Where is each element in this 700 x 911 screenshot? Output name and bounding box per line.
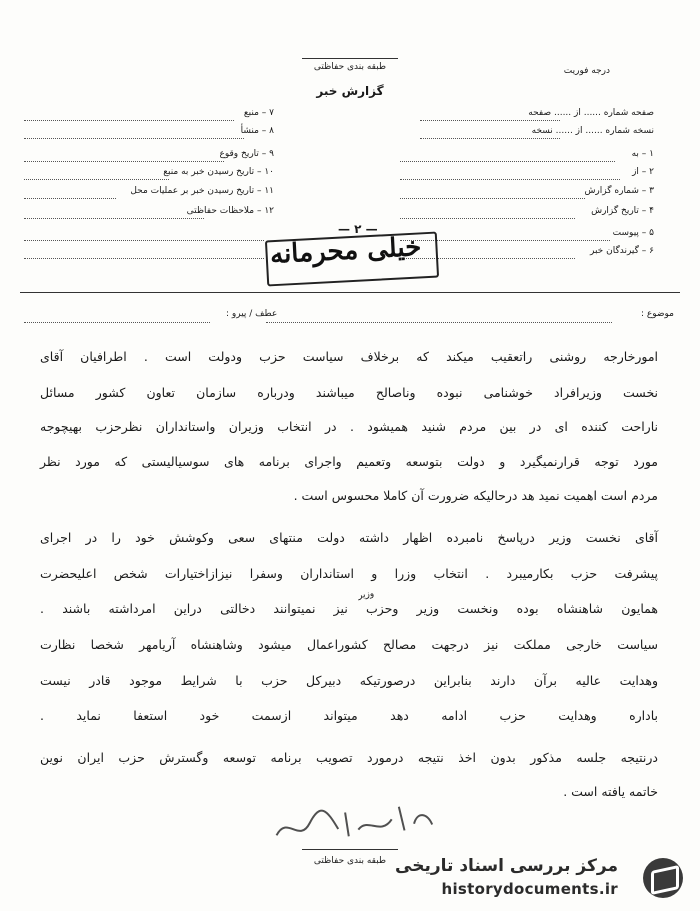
body-line: نخست وزیرافراد خوشنامی نبوده وناصالح میباشند ودرباره سازمان تعاون کشور مسائل — [40, 385, 658, 400]
stamp-very-secret: خیلی محرمانه — [269, 232, 423, 270]
report-title: گزارش خبر — [316, 84, 384, 98]
field-report-number: ۳ – شماره گزارش — [584, 186, 654, 196]
brand-url: historydocuments.ir — [441, 880, 618, 898]
field-date-received-source: ۱۰ – تاریخ رسیدن خبر به منبع — [163, 167, 274, 177]
handwritten-signature — [266, 794, 439, 856]
field-date-received-ops: ۱۱ – تاریخ رسیدن خبر بر عملیات محل — [130, 186, 274, 196]
body-line: خاتمه یافته است . — [563, 784, 658, 799]
body-line: مورد توجه قرارنمیگیرد و دولت بتوسعه وتعمیم واجرای برنامه های سوسیالیستی که مورد نظر — [40, 454, 658, 469]
handwritten-insert: وزیر — [357, 588, 375, 602]
body-line: سیاست خارجی مملکت نیز درجهت مصالح کشوراعمال میشود وشاهنشاه آریامهر شخصا نظارت — [40, 637, 658, 652]
body-line: باداره وهدایت حزب ادامه دهد میتواند ازسمت خود استعفا نماید . — [40, 708, 658, 723]
body-line: همایون شاهنشاه بوده ونخست وزیر وحزب نیز نمیتوانند دخالتی دراین امرداشته باشند . — [40, 601, 658, 616]
brand-title: مرکز بررسی اسناد تاریخی — [395, 856, 618, 876]
stamp-frame — [265, 232, 439, 287]
body-line: آقای نخست وزیر درپاسخ نامبرده اظهار داشته دولت منتهای سعی وکوشش خود را در اجرای — [40, 530, 658, 545]
field-date-occurred: ۹ – تاریخ وقوع — [219, 149, 274, 159]
field-report-date: ۴ – تاریخ گزارش — [591, 206, 654, 216]
classification-top: طبقه بندی حفاظتی — [313, 62, 387, 72]
priority-label: درجه فوریت — [563, 66, 610, 76]
body-line: مردم است اهمیت نمید هد درحالیکه ضرورت آن کاملا محسوس است . — [293, 488, 658, 503]
field-from: ۲ – از — [632, 167, 654, 177]
field-subject: موضوع : — [640, 309, 674, 319]
field-security-notes: ۱۲ – ملاحظات حفاظتی — [186, 206, 274, 216]
field-page-number: صفحه شماره ...... از ...... صفحه — [528, 108, 654, 118]
classification-bottom: طبقه بندی حفاظتی — [313, 856, 387, 866]
field-recipients: ۶ – گیرندگان خبر — [589, 246, 654, 256]
field-source: ۷ – منبع — [243, 108, 274, 118]
page-marker: — ۲ — — [338, 222, 378, 236]
brand-logo-icon — [643, 858, 683, 898]
field-origin: ۸ – منشأ — [240, 126, 274, 136]
field-to: ۱ – به — [631, 149, 654, 159]
field-copy-number: نسخه شماره ...... از ...... نسخه — [531, 126, 654, 136]
field-attachment-follow: عطف / پیرو : — [226, 309, 278, 319]
body-line: وهدایت عالیه برآن دارند بنابراین درصورتیکه دبیرکل حزب با شرایط موجود قادر نیست — [40, 673, 658, 688]
body-line: پیشرفت حزب بکارمیبرد . انتخاب وزرا و استانداران وسفرا نیزازاختیارات شخص اعلیحضرت — [40, 566, 658, 581]
body-line: درنتیجه جلسه مذکور بدون اخذ نتیجه درمورد تصویب برنامه توسعه وگسترش حزب ایران نوین — [40, 750, 658, 765]
body-line: امورخارجه روشنی راتعقیب میکند که برخلاف سیاست حزب ودولت است . اطرافیان آقای — [40, 349, 658, 364]
body-line: ناراحت کننده ای در بین مردم شنید هميشود . در انتخاب وزیران واستانداران نظرحزب بهیچوجه — [40, 419, 658, 434]
field-attachment: ۵ – پیوست — [612, 228, 654, 238]
